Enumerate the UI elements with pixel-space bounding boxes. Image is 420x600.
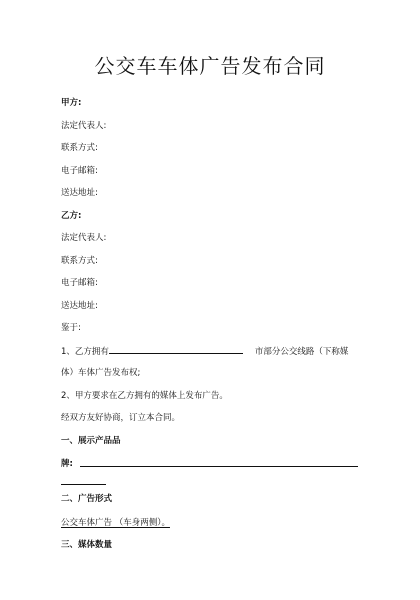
- party-a-rep: 法定代表人:: [61, 121, 107, 131]
- document-title: 公交车车体广告发布合同: [94, 54, 326, 78]
- party-b-address: 送达地址:: [61, 301, 98, 311]
- clause-1-prefix: 1、乙方拥有: [61, 347, 109, 357]
- party-b-heading: 乙方:: [61, 211, 82, 221]
- city-blank: [109, 344, 243, 354]
- clause-1-cont: 体）车体广告发布权;: [61, 368, 141, 378]
- brand-label: 牌:: [61, 459, 73, 469]
- clause-1-suffix: 市部分公交线路（下称媒: [254, 347, 349, 357]
- clause-2: 2、甲方要求在乙方拥有的媒体上发布广告。: [61, 391, 228, 401]
- section-1-heading: 一、展示产品品: [61, 436, 121, 446]
- party-a-contact: 联系方式:: [61, 143, 98, 153]
- ad-form-content: 公交车体广告 （车身两侧）。: [61, 518, 170, 528]
- party-b-contact: 联系方式:: [61, 256, 98, 266]
- brand-blank-line-2: [61, 484, 106, 485]
- section-2-heading: 二、广告形式: [61, 494, 113, 504]
- brand-blank-line: [80, 466, 358, 467]
- party-a-heading: 甲方:: [61, 98, 82, 108]
- party-b-rep: 法定代表人:: [61, 233, 107, 243]
- agreement-text: 经双方友好协商，订立本合同。: [61, 413, 181, 423]
- section-3-heading: 三、媒体数量: [61, 540, 113, 550]
- party-a-address: 送达地址:: [61, 188, 98, 198]
- party-b-email: 电子邮箱:: [61, 278, 98, 288]
- party-a-email: 电子邮箱:: [61, 166, 98, 176]
- clause-1: [61, 344, 348, 357]
- whereas-label: 鉴于:: [61, 323, 81, 333]
